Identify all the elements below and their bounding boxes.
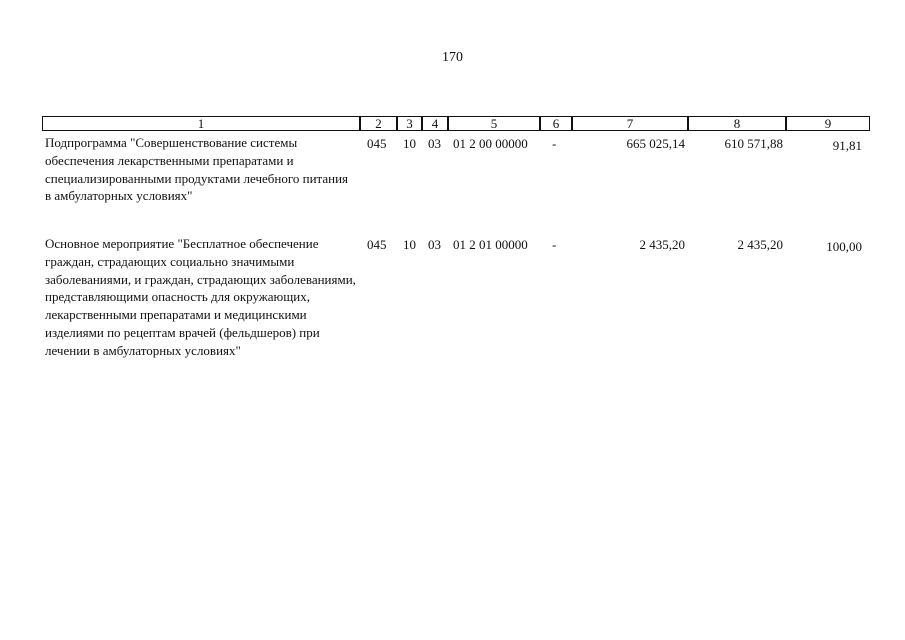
table-row-2-col9: 100,00 bbox=[826, 239, 862, 254]
column-header-3: 3 bbox=[397, 116, 422, 131]
column-header-1: 1 bbox=[42, 116, 360, 131]
table-row-2-col3: 10 bbox=[403, 237, 416, 252]
table-row-1-col8: 610 571,88 bbox=[724, 136, 783, 151]
table-row-1-col3: 10 bbox=[403, 136, 416, 151]
table-row-2-col8: 2 435,20 bbox=[737, 237, 783, 252]
column-header-6: 6 bbox=[540, 116, 572, 131]
column-header-4: 4 bbox=[422, 116, 448, 131]
table-row-2-col2: 045 bbox=[367, 237, 387, 252]
column-header-9: 9 bbox=[786, 116, 870, 131]
table-row-1-col6: - bbox=[552, 136, 557, 151]
column-header-7: 7 bbox=[572, 116, 688, 131]
page-number: 170 bbox=[442, 50, 463, 65]
table-row-1-col7: 665 025,14 bbox=[626, 136, 685, 151]
table-row-1-name: Подпрограмма "Совершенствование системы обеспечения лекарственными препаратами и специализированными продуктами лечебного питания в амбулаторных условиях" bbox=[45, 135, 349, 204]
table-row-1-col2: 045 bbox=[367, 136, 387, 151]
table-row-1-col5: 01 2 00 00000 bbox=[453, 136, 528, 151]
column-header-2: 2 bbox=[360, 116, 397, 131]
table-row-2-col6: - bbox=[552, 237, 557, 252]
table-row-2-col7: 2 435,20 bbox=[639, 237, 685, 252]
table-row-1-col4: 03 bbox=[428, 136, 441, 151]
table-row-2-col4: 03 bbox=[428, 237, 441, 252]
column-header-5: 5 bbox=[448, 116, 540, 131]
column-header-8: 8 bbox=[688, 116, 786, 131]
table-row-1-col9: 91,81 bbox=[832, 138, 862, 153]
table-row-2-name: Основное мероприятие "Бесплатное обеспечение граждан, страдающих социально значимыми заболеваниями, и граждан, страдающих заболеваниями, представляющими опасность для окружающих, лекарственными препаратами и медицинскими изделиями по рецептам врачей (фельдшеров) при лечении в амбулаторных условиях" bbox=[45, 236, 356, 358]
table-row-2-col5: 01 2 01 00000 bbox=[453, 237, 528, 252]
